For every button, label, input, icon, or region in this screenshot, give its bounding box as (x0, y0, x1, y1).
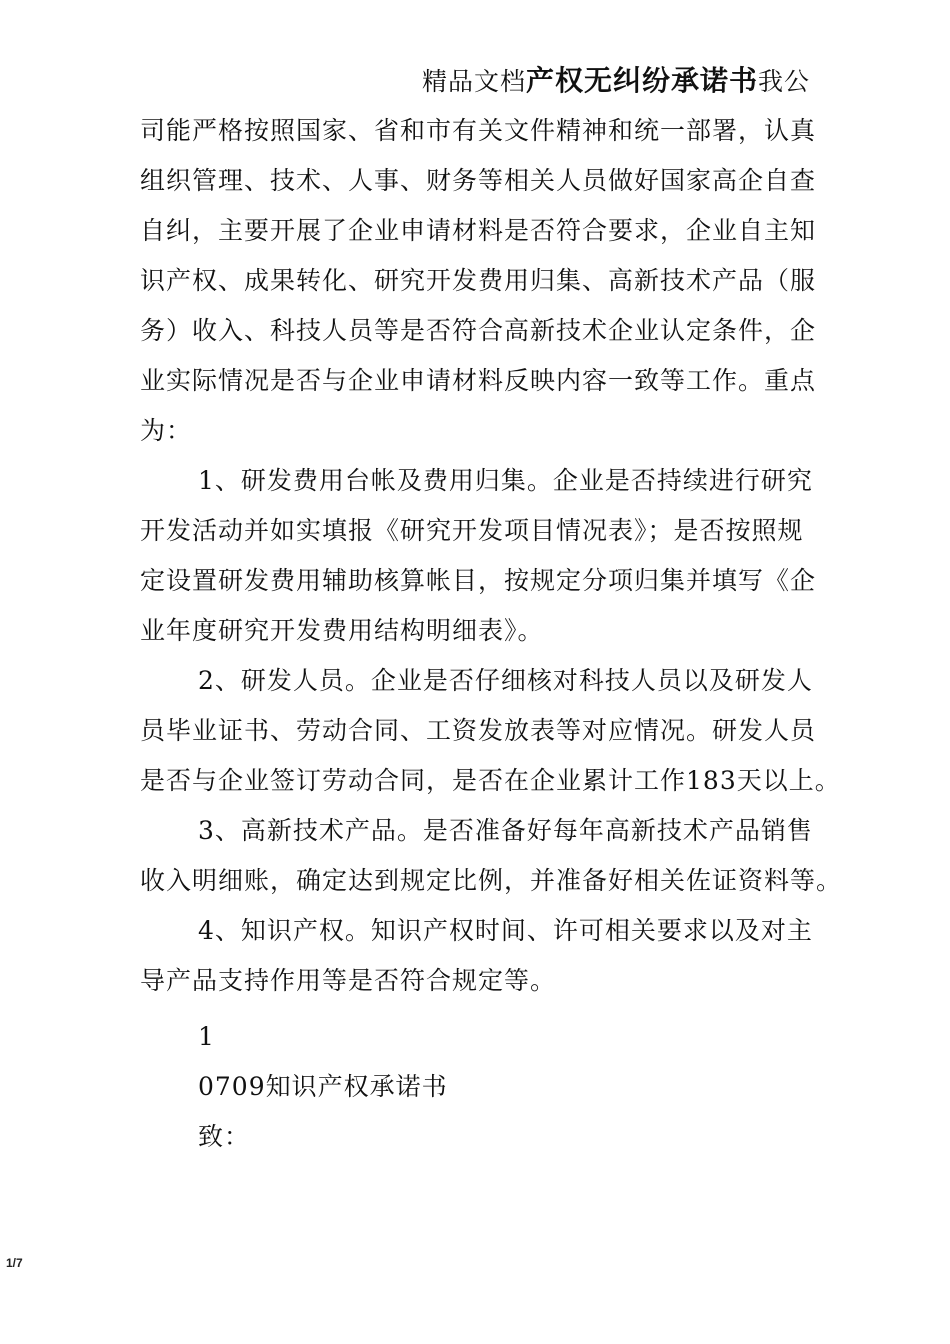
page-counter: 1/7 (6, 1256, 23, 1270)
text-line: 2、研发人员。企业是否仔细核对科技人员以及研发人 (198, 666, 813, 695)
text-line: 是否与企业签订劳动合同，是否在企业累计工作183天以上。 (140, 766, 841, 795)
header-suffix: 我公 (757, 67, 810, 96)
text-line: 收入明细账，确定达到规定比例，并准备好相关佐证资料等。 (140, 866, 843, 895)
page-number: 1 (198, 1022, 215, 1051)
item-4-paragraph (140, 906, 813, 1006)
text-line: 开发活动并如实填报《研究开发项目情况表》；是否按照规 (140, 516, 804, 545)
salutation-block (140, 1112, 810, 1162)
item-3-paragraph (140, 806, 843, 906)
text-line: 1、研发费用台帐及费用归集。企业是否持续进行研究 (198, 466, 813, 495)
next-title-block (140, 1062, 810, 1112)
header-prefix: 精品文档 (421, 67, 526, 96)
header-title: 产权无纠纷承诺书 (525, 64, 758, 97)
text-line: 导产品支持作用等是否符合规定等。 (140, 966, 557, 995)
text-line: 组织管理、技术、人事、财务等相关人员做好国家高企自查 (140, 166, 817, 195)
salutation: 致： (198, 1122, 251, 1151)
intro-paragraph (140, 106, 817, 456)
text-line: 司能严格按照国家、省和市有关文件精神和统一部署，认真 (140, 116, 817, 145)
text-line: 3、高新技术产品。是否准备好每年高新技术产品销售 (198, 816, 813, 845)
text-line: 定设置研发费用辅助核算帐目，按规定分项归集并填写《企 (140, 566, 817, 595)
next-document-title: 0709知识产权承诺书 (198, 1072, 448, 1101)
text-line: 员毕业证书、劳动合同、工资发放表等对应情况。研发人员 (140, 716, 817, 745)
page-number-block (140, 1012, 810, 1062)
text-line: 业年度研究开发费用结构明细表》。 (140, 616, 544, 645)
item-2-paragraph (140, 656, 841, 806)
text-line: 识产权、成果转化、研究开发费用归集、高新技术产品（服 (140, 266, 817, 295)
text-line: 务）收入、科技人员等是否符合高新技术企业认定条件，企 (140, 316, 817, 345)
item-1-paragraph (140, 456, 817, 656)
text-line: 为： (140, 416, 193, 445)
page-header (140, 56, 810, 107)
text-line: 业实际情况是否与企业申请材料反映内容一致等工作。重点 (140, 366, 817, 395)
text-line: 4、知识产权。知识产权时间、许可相关要求以及对主 (198, 916, 813, 945)
text-line: 自纠，主要开展了企业申请材料是否符合要求，企业自主知 (140, 216, 817, 245)
